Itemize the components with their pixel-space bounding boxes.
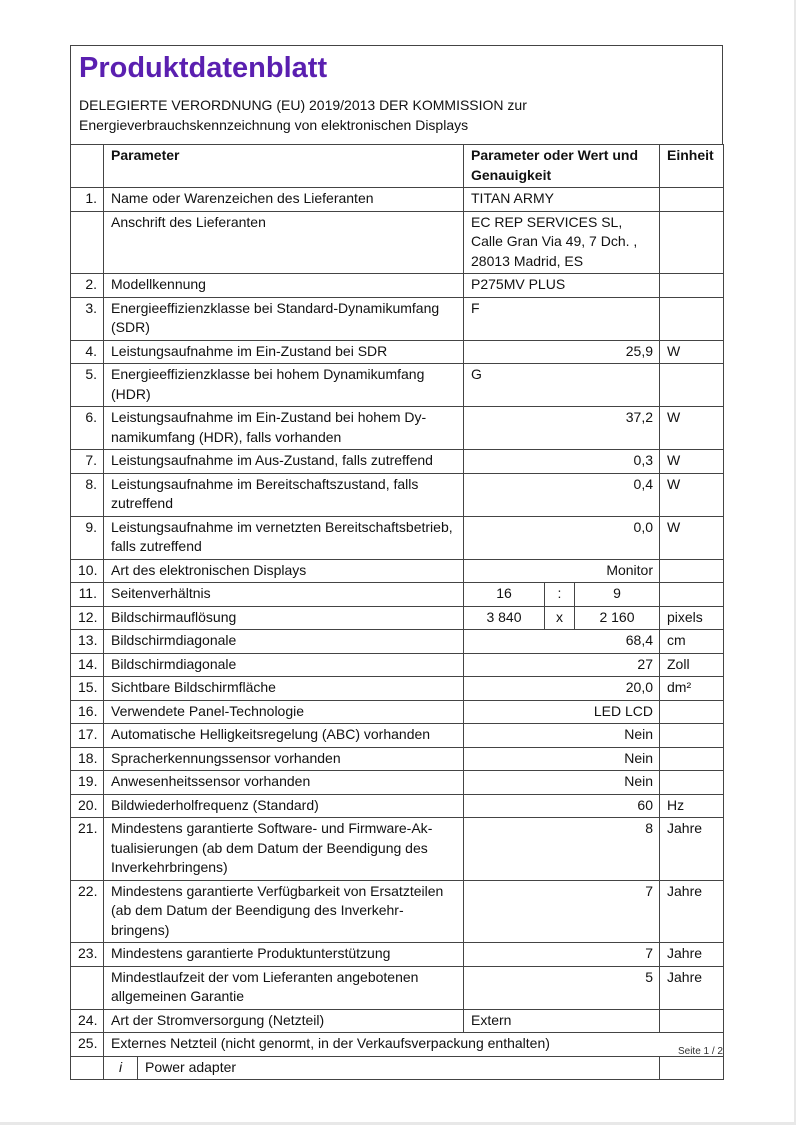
row-value: 0,3 (464, 450, 660, 474)
resolution-width-value: 3 840 (464, 606, 545, 630)
parameter-header: Parameter (104, 145, 464, 188)
table-row (71, 1056, 724, 1080)
row-unit: W (660, 473, 724, 516)
row-value: 60 (464, 794, 660, 818)
table-row (71, 407, 724, 450)
table-row (71, 211, 724, 274)
row-number: 16. (71, 700, 104, 724)
row-label: Name oder Warenzeichen des Lieferanten (104, 188, 464, 212)
table-row (71, 188, 724, 212)
row-unit (660, 274, 724, 298)
row-label: Automatische Helligkeitsregelung (ABC) vorhanden (104, 724, 464, 748)
table-row (71, 297, 724, 340)
row-unit (660, 771, 724, 795)
aspect-height-value: 9 (575, 583, 660, 607)
row-label: Bildwiederholfrequenz (Standard) (104, 794, 464, 818)
row-number: 1. (71, 188, 104, 212)
row-label: Seitenverhältnis (104, 583, 464, 607)
row-label: Anschrift des Lieferanten (104, 211, 464, 274)
row-value: Nein (464, 771, 660, 795)
row-unit (660, 700, 724, 724)
table-row (71, 340, 724, 364)
number-header (71, 145, 104, 188)
row-number: 25. (71, 1033, 104, 1057)
row-number: 3. (71, 297, 104, 340)
row-label: Externes Netzteil (nicht genormt, in der Verkaufsverpackung enthalten) (104, 1033, 724, 1057)
resolution-height-value: 2 160 (575, 606, 660, 630)
page-title: Produktdatenblatt (79, 52, 328, 84)
row-unit (660, 724, 724, 748)
row-label: Energieeffizienzklasse bei Standard-Dynamikumfang (SDR) (104, 297, 464, 340)
row-label: Anwesenheitssensor vorhanden (104, 771, 464, 795)
table-row (71, 516, 724, 559)
sub-item-marker: i (104, 1056, 138, 1080)
row-label: Mindestens garantierte Produktunterstützung (104, 943, 464, 967)
row-unit: dm² (660, 677, 724, 701)
row-unit: Zoll (660, 653, 724, 677)
row-number (71, 966, 104, 1009)
row-unit (660, 211, 724, 274)
row-unit: pixels (660, 606, 724, 630)
row-value: 0,4 (464, 473, 660, 516)
row-number: 14. (71, 653, 104, 677)
resolution-separator: x (545, 606, 575, 630)
row-label: Spracherkennungssensor vorhanden (104, 747, 464, 771)
row-value: 27 (464, 653, 660, 677)
row-number: 22. (71, 880, 104, 943)
row-unit: W (660, 340, 724, 364)
row-value: TITAN ARMY (464, 188, 660, 212)
aspect-width-value: 16 (464, 583, 545, 607)
row-number: 4. (71, 340, 104, 364)
table-header-row (71, 145, 724, 188)
row-label: Leistungsaufnahme im Ein-Zustand bei SDR (104, 340, 464, 364)
table-row (71, 450, 724, 474)
row-label: Art des elektronischen Displays (104, 559, 464, 583)
row-number: 11. (71, 583, 104, 607)
table-row (71, 473, 724, 516)
row-unit: cm (660, 630, 724, 654)
row-label: Leistungsaufnahme im Bereitschaftszustand, falls zutreffend (104, 473, 464, 516)
datasheet (70, 45, 723, 1080)
table-row (71, 1033, 724, 1057)
row-unit: Hz (660, 794, 724, 818)
row-label: Sichtbare Bildschirmfläche (104, 677, 464, 701)
row-number: 5. (71, 364, 104, 407)
table-row (71, 771, 724, 795)
row-value: 0,0 (464, 516, 660, 559)
row-number: 24. (71, 1009, 104, 1033)
row-number: 21. (71, 818, 104, 881)
table-row (71, 1009, 724, 1033)
table-row (71, 653, 724, 677)
row-unit (660, 297, 724, 340)
row-number: 12. (71, 606, 104, 630)
row-unit: Jahre (660, 966, 724, 1009)
row-number (71, 211, 104, 274)
table-row (71, 630, 724, 654)
parameter-table (70, 144, 724, 1080)
row-number: 15. (71, 677, 104, 701)
row-number: 9. (71, 516, 104, 559)
row-unit (660, 364, 724, 407)
row-unit (660, 747, 724, 771)
row-number: 8. (71, 473, 104, 516)
row-unit: W (660, 407, 724, 450)
row-value: 37,2 (464, 407, 660, 450)
table-row (71, 364, 724, 407)
row-label: Mindestens garantierte Software- und Firmware-Aktualisierungen (ab dem Datum der Beendigung des Inverkehrbringens) (104, 818, 464, 881)
row-number: 7. (71, 450, 104, 474)
row-label: Bildschirmdiagonale (104, 630, 464, 654)
row-value: 20,0 (464, 677, 660, 701)
row-value: 8 (464, 818, 660, 881)
unit-header: Einheit (660, 145, 724, 188)
row-number: 10. (71, 559, 104, 583)
row-number: 2. (71, 274, 104, 298)
row-unit: Jahre (660, 943, 724, 967)
row-unit: W (660, 450, 724, 474)
row-value: Nein (464, 747, 660, 771)
value-header: Parameter oder Wert und Genauigkeit (464, 145, 660, 188)
row-number: 18. (71, 747, 104, 771)
table-row (71, 880, 724, 943)
table-row (71, 818, 724, 881)
row-value: Extern (464, 1009, 660, 1033)
row-unit (660, 583, 724, 607)
page-number: Seite 1 / 2 (677, 1046, 723, 1057)
row-value: LED LCD (464, 700, 660, 724)
row-unit (660, 1056, 724, 1080)
table-row (71, 966, 724, 1009)
row-label: Mindestlaufzeit der vom Lieferanten angebotenen allgemeinen Garantie (104, 966, 464, 1009)
row-value: Nein (464, 724, 660, 748)
row-number: 23. (71, 943, 104, 967)
row-value: F (464, 297, 660, 340)
row-value: EC REP SERVICES SL, Calle Gran Via 49, 7 Dch. , 28013 Madrid, ES (464, 211, 660, 274)
row-unit: Jahre (660, 880, 724, 943)
table-row (71, 274, 724, 298)
table-row (71, 700, 724, 724)
row-number: 17. (71, 724, 104, 748)
row-label: Leistungsaufnahme im vernetzten Bereitschaftsbetrieb, falls zutreffend (104, 516, 464, 559)
row-value: 68,4 (464, 630, 660, 654)
row-label: Modellkennung (104, 274, 464, 298)
row-number: 19. (71, 771, 104, 795)
row-unit (660, 188, 724, 212)
table-row (71, 583, 724, 607)
row-label: Verwendete Panel-Technologie (104, 700, 464, 724)
row-value: P275MV PLUS (464, 274, 660, 298)
row-unit (660, 559, 724, 583)
row-label: Bildschirmauflösung (104, 606, 464, 630)
row-unit: Jahre (660, 818, 724, 881)
table-row (71, 943, 724, 967)
regulation-subtitle: DELEGIERTE VERORDNUNG (EU) 2019/2013 DER KOMMISSION zur Energieverbrauchskennzeichnung von elektronischen Displays (79, 97, 527, 133)
row-label: Bildschirmdiagonale (104, 653, 464, 677)
row-number: 13. (71, 630, 104, 654)
row-label: Mindestens garantierte Verfügbarkeit von Ersatzteilen (ab dem Datum der Beendigung des Inverkehrbringens) (104, 880, 464, 943)
datasheet-header (70, 45, 723, 144)
row-number (71, 1056, 104, 1080)
aspect-separator: : (545, 583, 575, 607)
table-row (71, 677, 724, 701)
row-label: Art der Stromversorgung (Netzteil) (104, 1009, 464, 1033)
table-row (71, 794, 724, 818)
row-label: Power adapter (138, 1056, 660, 1080)
row-value: 25,9 (464, 340, 660, 364)
table-row (71, 559, 724, 583)
row-value: G (464, 364, 660, 407)
table-row (71, 747, 724, 771)
row-label: Leistungsaufnahme im Aus-Zustand, falls zutreffend (104, 450, 464, 474)
row-unit (660, 1009, 724, 1033)
table-row (71, 724, 724, 748)
row-label: Energieeffizienzklasse bei hohem Dynamikumfang (HDR) (104, 364, 464, 407)
row-unit: W (660, 516, 724, 559)
row-number: 20. (71, 794, 104, 818)
row-value: 7 (464, 880, 660, 943)
row-value: 7 (464, 943, 660, 967)
row-number: 6. (71, 407, 104, 450)
table-row (71, 606, 724, 630)
row-value: 5 (464, 966, 660, 1009)
row-value: Monitor (464, 559, 660, 583)
row-label: Leistungsaufnahme im Ein-Zustand bei hohem Dynamikumfang (HDR), falls vorhanden (104, 407, 464, 450)
